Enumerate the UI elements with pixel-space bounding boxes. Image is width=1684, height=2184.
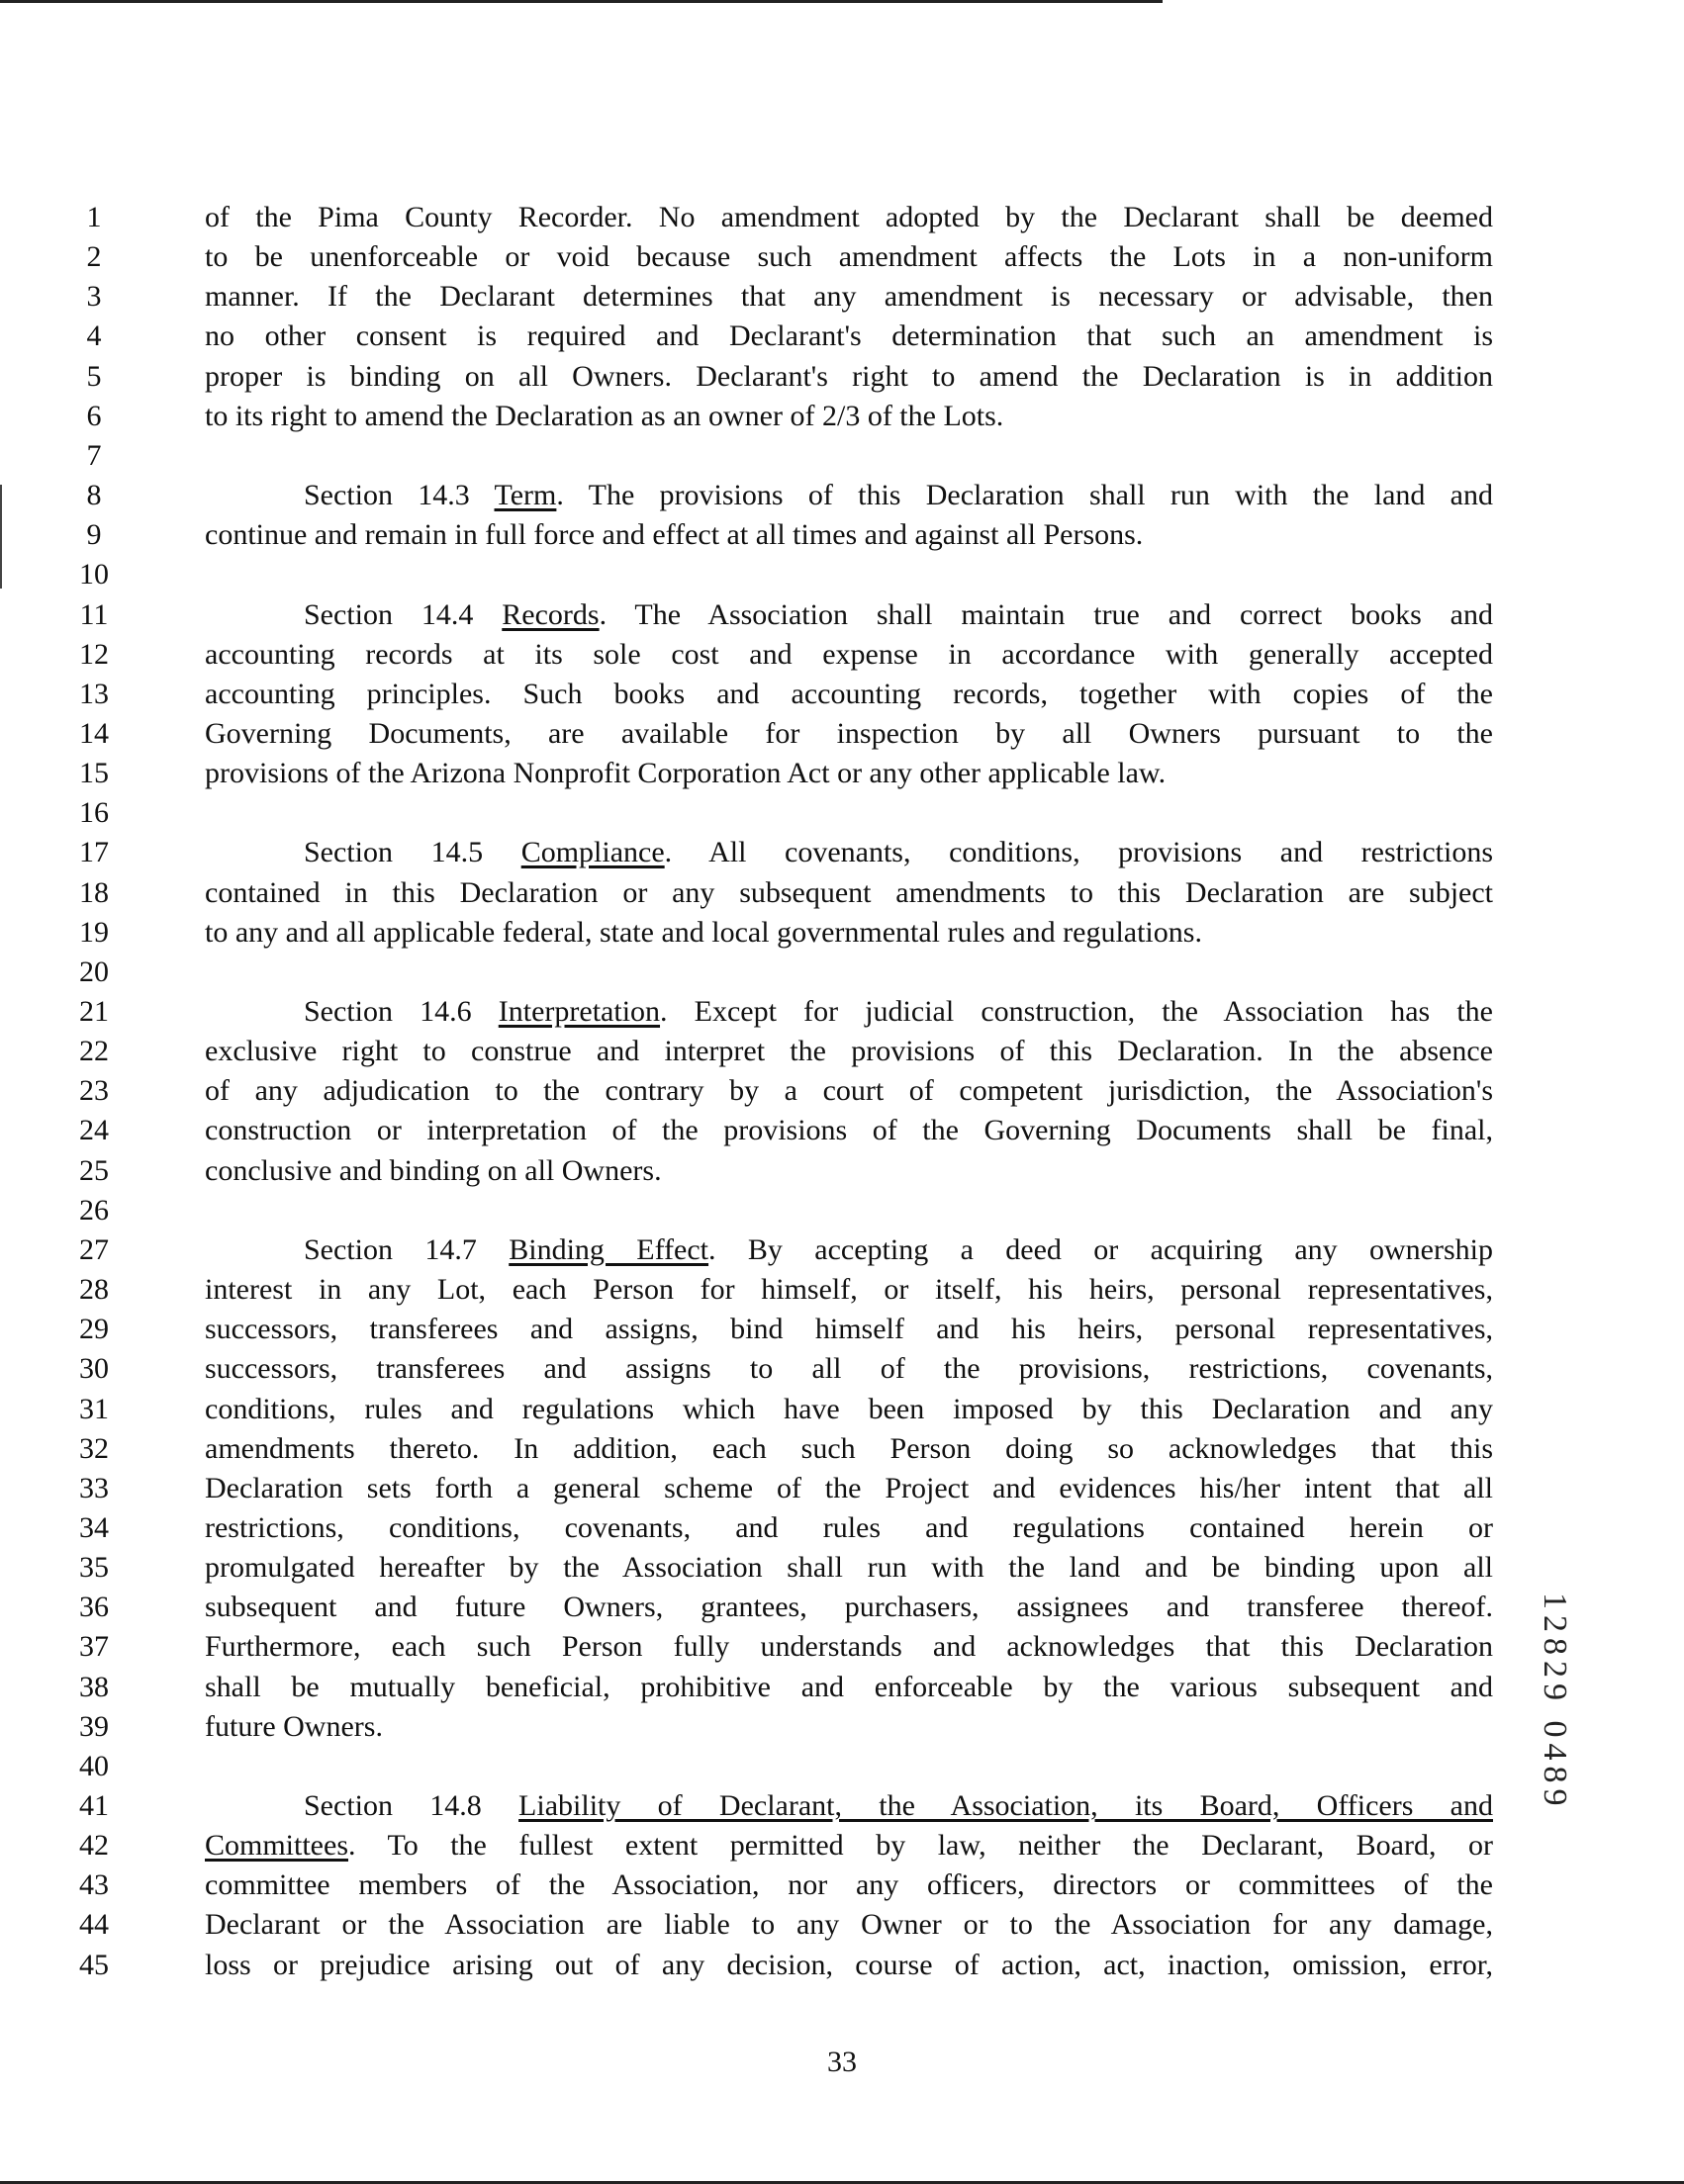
line-number: 39 [79, 1709, 109, 1743]
line-number: 41 [79, 1789, 109, 1822]
line-text [205, 635, 1493, 675]
line-number: 19 [79, 915, 109, 949]
line-number: 17 [79, 836, 109, 869]
document-line [0, 1905, 1684, 1945]
line-number: 38 [79, 1670, 109, 1703]
document-line [0, 397, 1684, 436]
line-text [205, 1151, 1493, 1191]
line-number: 36 [79, 1591, 109, 1624]
line-text [205, 754, 1493, 793]
document-line [0, 714, 1684, 754]
line-text [205, 1349, 1493, 1389]
section-heading: Compliance [520, 836, 665, 869]
line-number: 15 [79, 757, 109, 790]
line-text [205, 675, 1493, 714]
line-text [205, 1429, 1493, 1469]
line-number: 21 [79, 995, 109, 1028]
document-line [0, 1826, 1684, 1866]
line-number: 37 [79, 1630, 109, 1664]
line-text [304, 833, 1493, 872]
line-text [304, 1786, 1493, 1826]
line-number: 26 [79, 1193, 109, 1227]
document-line [0, 1866, 1684, 1905]
document-line [0, 992, 1684, 1032]
line-text [205, 1826, 1493, 1866]
line-number: 33 [79, 1471, 109, 1504]
body-text: conditions, rules and regulations which have been imposed by this Declaration and any [205, 1392, 1493, 1425]
line-number: 1 [86, 201, 102, 233]
body-text: . The provisions of this Declaration shall run with the land and [556, 479, 1493, 512]
document-line [0, 357, 1684, 397]
line-number: 18 [79, 875, 109, 909]
line-number: 31 [79, 1392, 109, 1425]
line-text [304, 1230, 1493, 1270]
document-line [0, 1390, 1684, 1429]
line-text [205, 198, 1493, 237]
document-line [0, 595, 1684, 635]
body-text: subsequent and future Owners, grantees, purchasers, assignees and transferee thereof. [205, 1591, 1493, 1624]
document-line [0, 198, 1684, 237]
document-line [0, 913, 1684, 953]
line-text [304, 992, 1493, 1032]
body-text: accounting records at its sole cost and expense in accordance with generally accepted [205, 637, 1493, 671]
line-number: 20 [79, 955, 109, 988]
body-text: of the Pima County Recorder. No amendment adopted by the Declarant shall be deemed [205, 201, 1493, 233]
document-line [0, 476, 1684, 515]
document-line [0, 1429, 1684, 1469]
line-number: 43 [79, 1868, 109, 1902]
page-number: 33 [827, 2046, 857, 2078]
line-text [205, 1071, 1493, 1111]
line-number: 29 [79, 1313, 109, 1346]
body-text: . Except for judicial construction, the Association has the [660, 995, 1493, 1028]
line-number: 40 [79, 1749, 109, 1782]
section-heading: Records [502, 597, 600, 631]
line-text [205, 277, 1493, 317]
body-text: successors, transferees and assigns, bind himself and his heirs, personal representatives, [205, 1313, 1493, 1346]
body-text: provisions of the Arizona Nonprofit Corporation Act or any other applicable law. [205, 757, 1167, 790]
top-border-rule [0, 0, 1163, 3]
line-number: 4 [86, 319, 102, 353]
document-line [0, 1310, 1684, 1349]
line-text [205, 1390, 1493, 1429]
line-number: 14 [79, 716, 109, 750]
line-text [205, 397, 1493, 436]
document-line [0, 833, 1684, 872]
body-text: restrictions, conditions, covenants, and rules and regulations contained herein or [205, 1510, 1493, 1544]
line-text [205, 1469, 1493, 1508]
document-line [0, 1032, 1684, 1071]
document-line [0, 436, 1684, 476]
line-number: 32 [79, 1431, 109, 1465]
body-text: loss or prejudice arising out of any decision, course of action, act, inaction, omission, error, [205, 1948, 1493, 1981]
document-line [0, 1548, 1684, 1588]
line-number: 27 [79, 1232, 109, 1266]
body-text: Governing Documents, are available for inspection by all Owners pursuant to the [205, 716, 1493, 750]
line-text [205, 1111, 1493, 1150]
recording-stamp: 12829 0489 [1537, 1592, 1573, 1812]
body-text: proper is binding on all Owners. Declarant's right to amend the Declaration is in addition [205, 359, 1493, 393]
line-text [205, 1032, 1493, 1071]
body-text: to be unenforceable or void because such amendment affects the Lots in a non-uniform [205, 240, 1493, 274]
line-text [205, 1866, 1493, 1905]
document-line [0, 1349, 1684, 1389]
section-heading: Committees [205, 1829, 348, 1863]
document-line [0, 555, 1684, 594]
document-line [0, 1071, 1684, 1111]
body-text: shall be mutually beneficial, prohibitive and enforceable by the various subsequent and [205, 1670, 1493, 1703]
document-line [0, 873, 1684, 913]
document-line [0, 1786, 1684, 1826]
body-text: . The Association shall maintain true and correct books and [599, 597, 1493, 631]
body-text: successors, transferees and assigns to all of the provisions, restrictions, covenants, [205, 1352, 1493, 1386]
line-text [205, 1548, 1493, 1588]
body-text: promulgated hereafter by the Association shall run with the land and be binding upon all [205, 1551, 1493, 1585]
body-text: conclusive and binding on all Owners. [205, 1153, 662, 1187]
document-line [0, 1270, 1684, 1310]
line-text [205, 237, 1493, 277]
section-number: Section 14.8 [304, 1789, 519, 1822]
body-text: Declaration sets forth a general scheme of the Project and evidences his/her intent that all [205, 1471, 1493, 1504]
line-number: 9 [86, 518, 102, 552]
line-text [205, 1946, 1493, 1985]
section-heading: Term [494, 479, 557, 512]
body-text: interest in any Lot, each Person for himself, or itself, his heirs, personal representatives, [205, 1273, 1493, 1307]
document-line [0, 237, 1684, 277]
line-number: 13 [79, 677, 109, 710]
body-text: exclusive right to construe and interpret the provisions of this Declaration. In the absence [205, 1035, 1493, 1068]
document-line [0, 1230, 1684, 1270]
section-number: Section 14.3 [304, 479, 495, 512]
document-line [0, 1668, 1684, 1707]
line-text [205, 515, 1493, 555]
document-line [0, 277, 1684, 317]
body-text: contained in this Declaration or any subsequent amendments to this Declaration are subject [205, 875, 1493, 909]
body-text: construction or interpretation of the provisions of the Governing Documents shall be final, [205, 1114, 1493, 1147]
line-text [205, 913, 1493, 953]
line-number: 11 [79, 597, 109, 631]
line-text [205, 1310, 1493, 1349]
line-number: 7 [86, 438, 102, 472]
document-line [0, 793, 1684, 833]
line-number: 2 [86, 240, 102, 274]
line-number: 35 [79, 1551, 109, 1585]
body-text: continue and remain in full force and effect at all times and against all Persons. [205, 518, 1144, 552]
document-line [0, 1588, 1684, 1627]
line-text [205, 1588, 1493, 1627]
line-text [205, 1668, 1493, 1707]
body-text: accounting principles. Such books and accounting records, together with copies of the [205, 677, 1493, 710]
line-text [205, 1627, 1493, 1667]
line-number: 23 [79, 1074, 109, 1108]
line-number: 10 [79, 558, 109, 592]
line-number: 34 [79, 1510, 109, 1544]
body-text: no other consent is required and Declarant's determination that such an amendment is [205, 319, 1493, 353]
line-number: 5 [86, 359, 102, 393]
line-number: 16 [79, 796, 109, 830]
body-text: of any adjudication to the contrary by a court of competent jurisdiction, the Association's [205, 1074, 1493, 1108]
document-line [0, 1469, 1684, 1508]
line-number: 6 [86, 399, 102, 432]
document-line [0, 635, 1684, 675]
line-number: 42 [79, 1829, 109, 1863]
body-text: . To the fullest extent permitted by law, neither the Declarant, Board, or [348, 1829, 1493, 1863]
line-text [205, 1707, 1493, 1747]
document-line [0, 1191, 1684, 1230]
document-line [0, 1707, 1684, 1747]
body-text: future Owners. [205, 1709, 383, 1743]
section-heading: Binding Effect [509, 1232, 709, 1266]
section-number: Section 14.4 [304, 597, 503, 631]
document-line [0, 515, 1684, 555]
section-heading: Interpretation [498, 995, 661, 1028]
body-text: manner. If the Declarant determines that any amendment is necessary or advisable, then [205, 280, 1493, 314]
document-line [0, 1151, 1684, 1191]
line-number: 12 [79, 637, 109, 671]
line-number: 28 [79, 1273, 109, 1307]
body-text: . All covenants, conditions, provisions and restrictions [664, 836, 1493, 869]
document-line [0, 1946, 1684, 1985]
line-text [205, 317, 1493, 356]
body-text: amendments thereto. In addition, each such Person doing so acknowledges that this [205, 1431, 1493, 1465]
document-line [0, 1627, 1684, 1667]
line-number: 45 [79, 1948, 109, 1981]
line-text [205, 1270, 1493, 1310]
line-number: 25 [79, 1153, 109, 1187]
line-text [205, 1508, 1493, 1548]
line-number: 3 [86, 280, 102, 314]
line-text [304, 595, 1493, 635]
body-text: . By accepting a deed or acquiring any ownership [708, 1232, 1493, 1266]
document-line [0, 675, 1684, 714]
document-line [0, 754, 1684, 793]
line-text [205, 357, 1493, 397]
line-number: 24 [79, 1114, 109, 1147]
line-text [205, 1905, 1493, 1945]
body-text: Declarant or the Association are liable to any Owner or to the Association for any damage, [205, 1908, 1493, 1942]
line-number: 44 [79, 1908, 109, 1942]
line-number: 30 [79, 1352, 109, 1386]
section-number: Section 14.7 [304, 1232, 510, 1266]
document-line [0, 1111, 1684, 1150]
document-line [0, 953, 1684, 992]
line-text [304, 476, 1493, 515]
line-text [205, 714, 1493, 754]
section-number: Section 14.6 [304, 995, 499, 1028]
document-line [0, 317, 1684, 356]
body-text: Furthermore, each such Person fully understands and acknowledges that this Declaration [205, 1630, 1493, 1664]
line-text [205, 873, 1493, 913]
document-line [0, 1508, 1684, 1548]
body-text: committee members of the Association, nor any officers, directors or committees of the [205, 1868, 1493, 1902]
line-number: 22 [79, 1035, 109, 1068]
document-line [0, 1747, 1684, 1786]
body-text: to its right to amend the Declaration as an owner of 2/3 of the Lots. [205, 399, 1004, 432]
line-number: 8 [86, 479, 102, 512]
section-number: Section 14.5 [304, 836, 521, 869]
section-heading: Liability of Declarant, the Association, its Board, Officers and [518, 1789, 1493, 1822]
body-text: to any and all applicable federal, state and local governmental rules and regulations. [205, 915, 1202, 949]
